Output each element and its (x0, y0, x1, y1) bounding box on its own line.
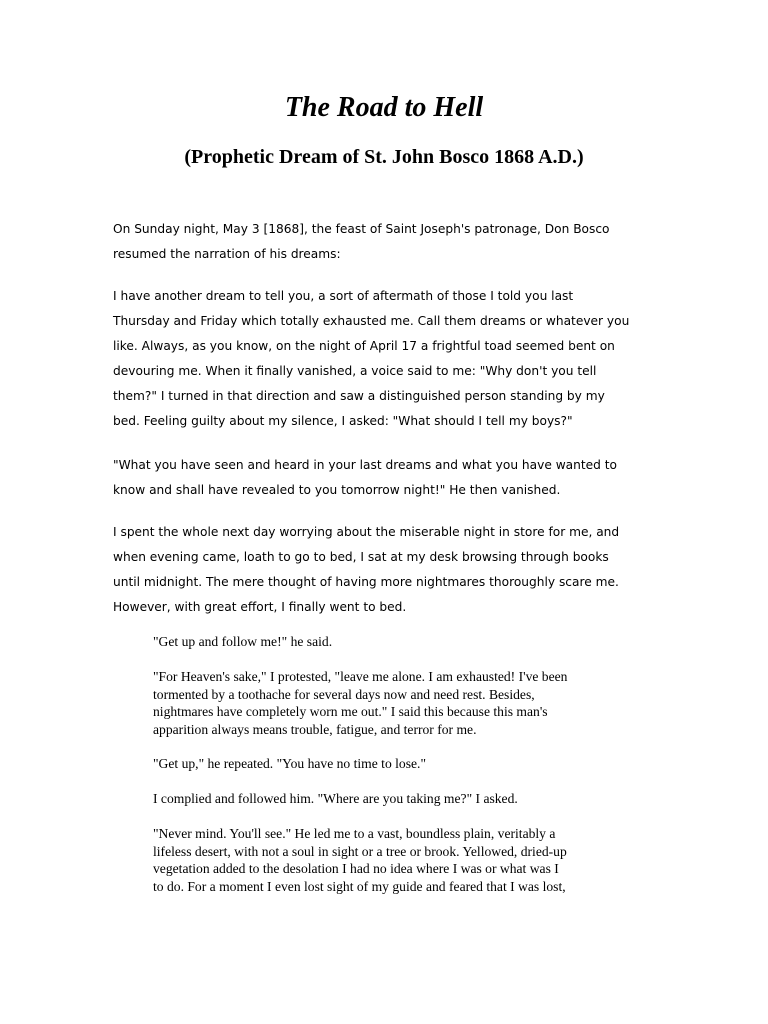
text-line: tormented by a toothache for several days now and need rest. Besides, (153, 686, 535, 702)
text-line: bed. Feeling guilty about my silence, I asked: "What should I tell my boys?" (113, 414, 573, 428)
intro-paragraph (113, 453, 661, 503)
text-line: "Never mind. You'll see." He led me to a vast, boundless plain, veritably a (153, 826, 556, 841)
text-line: On Sunday night, May 3 [1868], the feast of Saint Joseph's patronage, Don Bosco (113, 222, 610, 236)
page-title: The Road to Hell (284, 92, 484, 123)
text-line: "What you have seen and heard in your last dreams and what you have wanted to (113, 458, 617, 472)
page-subtitle: (Prophetic Dream of St. John Bosco 1868 A.D.) (184, 146, 584, 168)
text-line: vegetation added to the desolation I had no idea where I was or what was I (153, 861, 559, 876)
text-line: devouring me. When it finally vanished, a voice said to me: "Why don't you tell (113, 364, 597, 378)
text-line: until midnight. The mere thought of having more nightmares thoroughly scare me. (113, 575, 619, 589)
text-line: "For Heaven's sake," I protested, "leave me alone. I am exhausted! I've been (153, 669, 568, 684)
text-line: "Get up and follow me!" he said. (153, 634, 333, 649)
intro-paragraph (113, 520, 661, 620)
text-line: resumed the narration of his dreams: (113, 247, 341, 261)
text-line: them?" I turned in that direction and saw a distinguished person standing by my (113, 389, 605, 403)
dream-paragraph (153, 790, 633, 808)
intro-paragraph (113, 284, 661, 434)
text-line: "Get up," he repeated. "You have no time to lose." (153, 756, 426, 771)
text-line: Thursday and Friday which totally exhausted me. Call them dreams or whatever you (113, 314, 630, 328)
text-line: to do. For a moment I even lost sight of my guide and feared that I was lost, (153, 878, 566, 894)
text-line: I spent the whole next day worrying about the miserable night in store for me, and (113, 525, 620, 539)
text-line: However, with great effort, I finally went to bed. (113, 600, 407, 614)
intro-paragraph (113, 217, 661, 267)
dream-paragraph (153, 825, 633, 895)
text-line: I have another dream to tell you, a sort of aftermath of those I told you last (113, 289, 574, 303)
text-line: lifeless desert, with not a soul in sight or a tree or brook. Yellowed, dried-up (153, 843, 567, 859)
text-line: I complied and followed him. "Where are you taking me?" I asked. (153, 791, 518, 806)
text-line: nightmares have completely worn me out." I said this because this man's (153, 704, 548, 719)
text-line: know and shall have revealed to you tomorrow night!" He then vanished. (113, 483, 561, 497)
dream-paragraph (153, 755, 633, 773)
dream-paragraph (153, 633, 633, 651)
text-line: when evening came, loath to go to bed, I sat at my desk browsing through books (113, 550, 609, 564)
text-line: like. Always, as you know, on the night of April 17 a frightful toad seemed bent on (113, 339, 615, 353)
dream-paragraph (153, 668, 633, 738)
text-line: apparition always means trouble, fatigue, and terror for me. (153, 721, 477, 737)
